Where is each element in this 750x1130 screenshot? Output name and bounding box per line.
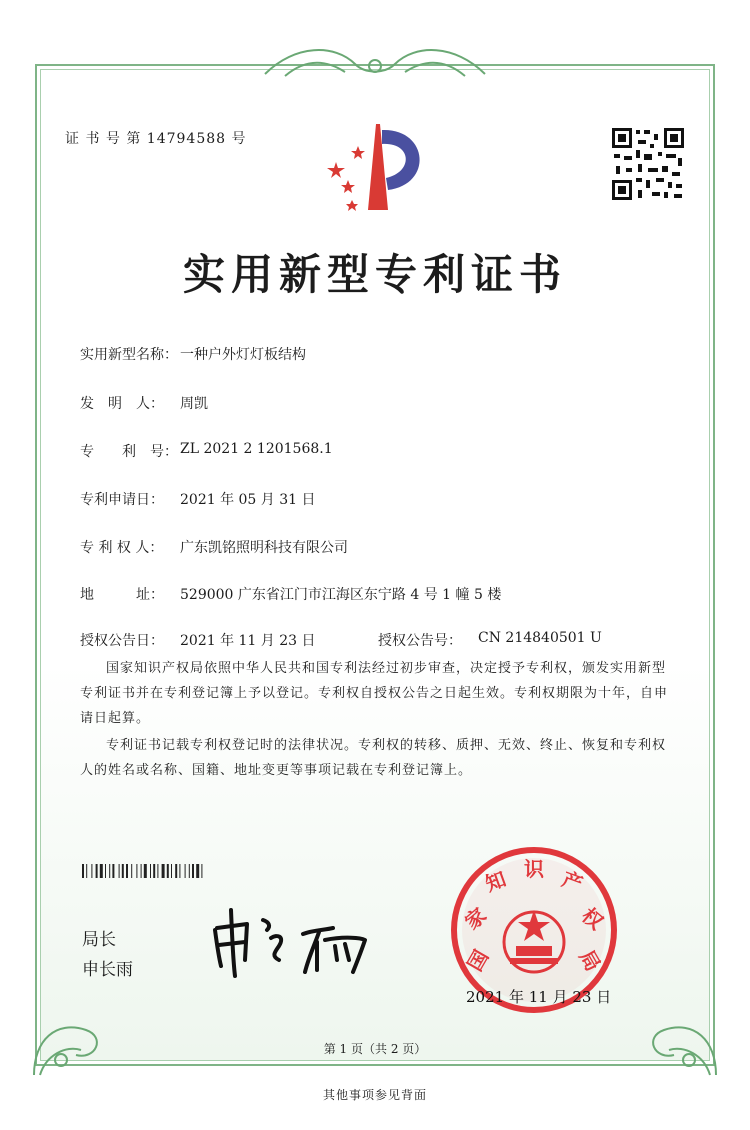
patentee-value: 广东凯铭照明科技有限公司 — [180, 540, 348, 556]
footer-note: 其他事项参见背面 — [322, 1088, 427, 1102]
address-label: 地 址： — [80, 587, 164, 603]
top-ornament-icon — [255, 44, 495, 84]
patentee-label: 专 利 权 人： — [80, 540, 164, 556]
seal-date: 2021 年 11 月 23 日 — [466, 988, 612, 1006]
address-value: 529000 广东省江门市江海区东宁路 4 号 1 幢 5 楼 — [180, 587, 502, 603]
grant-number-label: 授权公告号： — [378, 633, 462, 649]
qr-code-icon — [610, 126, 686, 202]
certificate-paragraph-2: 专利证书记载专利权登记时的法律状况。专利权的转移、质押、无效、终止、恢复和专利权人的姓名或名称、国籍、地址变更等事项记载在专利登记簿上。 — [80, 738, 667, 778]
bottom-left-ornament-icon — [26, 980, 136, 1080]
svg-text:局: 局 — [574, 945, 606, 976]
svg-text:识: 识 — [524, 857, 544, 881]
director-title: 局长 — [82, 930, 116, 950]
svg-text:产: 产 — [558, 866, 586, 897]
svg-text:知: 知 — [482, 866, 510, 897]
grant-date-value: 2021 年 11 月 23 日 — [180, 633, 316, 649]
utility-name-label: 实用新型名称： — [80, 347, 178, 363]
grant-date-label: 授权公告日： — [80, 633, 164, 649]
patent-number-label: 专 利 号： — [80, 444, 178, 460]
grant-number-value: CN 214840501 U — [478, 630, 602, 646]
svg-text:权: 权 — [577, 903, 608, 935]
inventor-label: 发 明 人： — [80, 396, 164, 412]
filing-date-label: 专利申请日： — [80, 492, 164, 508]
bottom-right-ornament-icon — [614, 980, 724, 1080]
cnipa-logo-icon — [318, 118, 438, 214]
svg-text:家: 家 — [460, 903, 491, 935]
svg-text:国: 国 — [462, 945, 494, 976]
signature-image — [205, 900, 390, 980]
page-indicator: 第 1 页（共 2 页） — [323, 1042, 427, 1056]
certificate-serial: 证 书 号 第 14794588 号 — [65, 131, 247, 147]
filing-date-value: 2021 年 05 月 31 日 — [180, 492, 316, 508]
inventor-value: 周凯 — [180, 396, 208, 412]
certificate-paragraph-1: 国家知识产权局依照中华人民共和国专利法经过初步审查，决定授予专利权，颁发实用新型专利证书并在专利登记簿上予以登记。专利权自授权公告之日起生效。专利权期限为十年，自申请日起算。 — [80, 661, 669, 726]
certificate-title: 实用新型专利证书 — [182, 250, 567, 299]
director-name: 申长雨 — [82, 960, 133, 980]
barcode-icon — [82, 864, 282, 878]
patent-number-value: ZL 2021 2 1201568.1 — [180, 441, 333, 457]
utility-name-value: 一种户外灯灯板结构 — [180, 347, 306, 363]
